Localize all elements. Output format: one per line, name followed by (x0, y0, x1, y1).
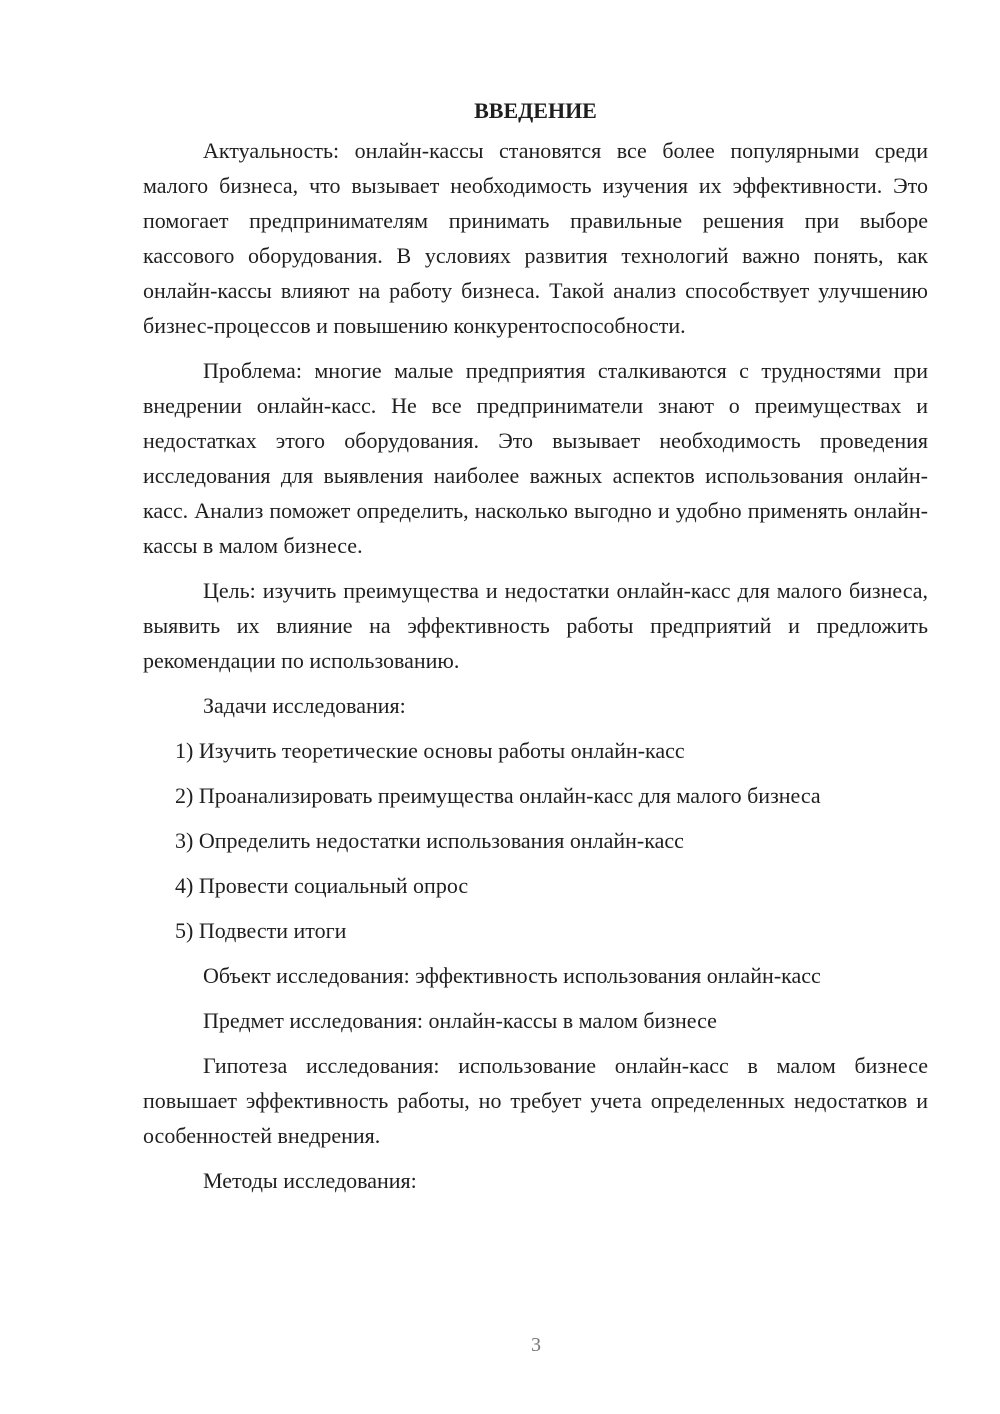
task-item: 2) Проанализировать преимущества онлайн-касс для малого бизнеса (175, 783, 821, 808)
methods-paragraph: Методы исследования: (203, 1168, 417, 1193)
goal-paragraph: Цель: изучить преимущества и недостатки онлайн-касс для малого бизнеса, выявить их влияние на эффективность работы предприятий и предложить рекомендации по использованию. (143, 578, 928, 673)
task-item: 5) Подвести итоги (175, 918, 347, 943)
problem-paragraph: Проблема: многие малые предприятия сталкиваются с трудностями при внедрении онлайн-касс. Не все предприниматели знают о преимуществах и недостатках этого оборудования. Это вызывает необходимость проведения исследования для выявления наиболее важных аспектов использования онлайн-касс. Анализ поможет определить, насколько выгодно и удобно применять онлайн-кассы в малом бизнесе. (143, 358, 928, 558)
section-title: ВВЕДЕНИЕ (474, 98, 597, 123)
task-item: 3) Определить недостатки использования онлайн-касс (175, 828, 684, 853)
object-paragraph: Объект исследования: эффективность использования онлайн-касс (203, 963, 821, 988)
subject-paragraph: Предмет исследования: онлайн-кассы в малом бизнесе (203, 1008, 717, 1033)
relevance-paragraph: Актуальность: онлайн-кассы становятся все более популярными среди малого бизнеса, что вызывает необходимость изучения их эффективности. Это помогает предпринимателям принимать правильные решения при выборе кассового оборудования. В условиях развития технологий важно понять, как онлайн-кассы влияют на работу бизнеса. Такой анализ способствует улучшению бизнес-процессов и повышению конкурентоспособности. (143, 138, 928, 338)
task-item: 4) Провести социальный опрос (175, 873, 469, 898)
task-item: 1) Изучить теоретические основы работы онлайн-касс (175, 738, 685, 763)
page-number: 3 (531, 1334, 541, 1356)
tasks-heading: Задачи исследования: (203, 693, 406, 718)
hypothesis-paragraph: Гипотеза исследования: использование онлайн-касс в малом бизнесе повышает эффективность работы, но требует учета определенных недостатков и особенностей внедрения. (143, 1053, 928, 1148)
page-content (143, 96, 928, 1208)
task-list (143, 733, 928, 948)
